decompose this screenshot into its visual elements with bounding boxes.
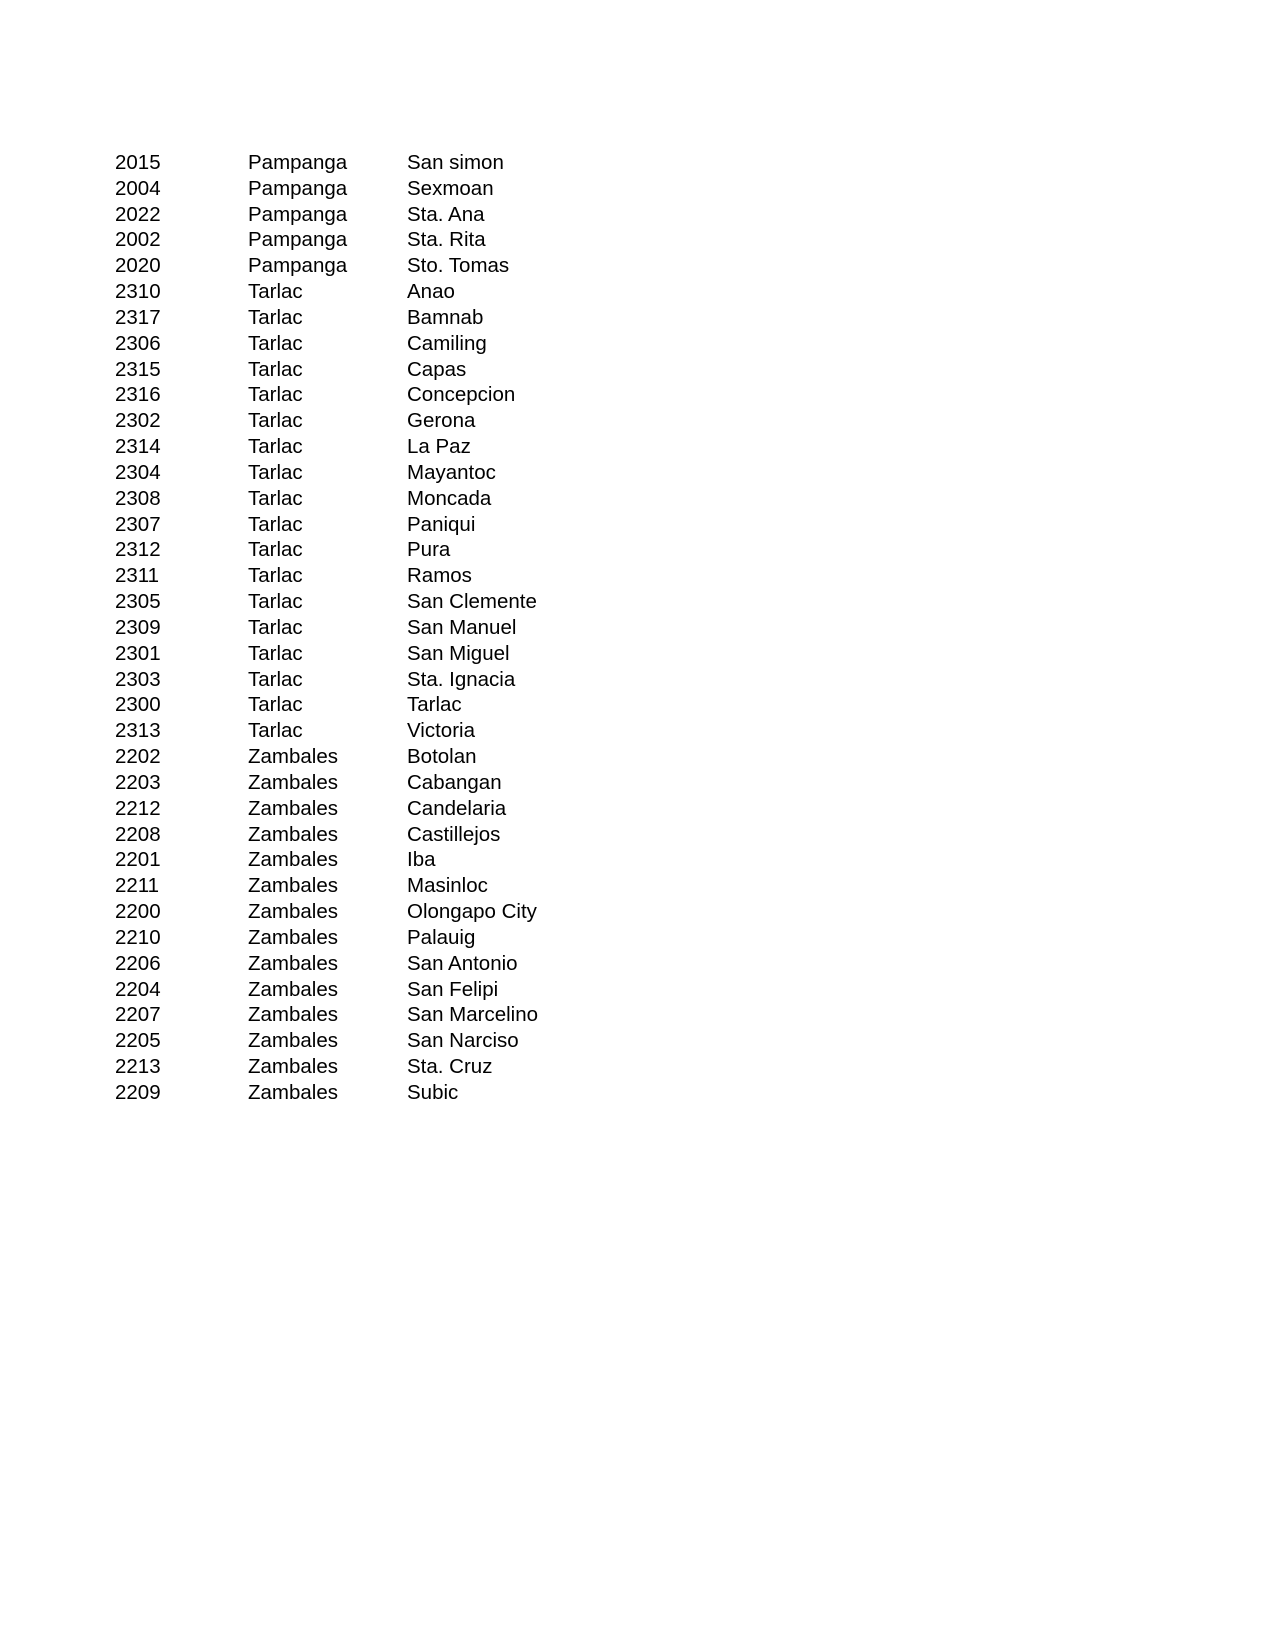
table-row (115, 951, 607, 977)
town-cell: Sta. Rita (407, 228, 486, 252)
table-row (115, 563, 607, 589)
zip-code-cell: 2210 (115, 925, 161, 949)
zip-code-cell: 2313 (115, 719, 161, 743)
town-cell: San Marcelino (407, 1003, 539, 1027)
town-cell: San Felipi (407, 977, 499, 1001)
zip-code-cell: 2316 (115, 383, 161, 407)
town-cell: Cabangan (407, 770, 502, 794)
province-cell: Zambales (248, 874, 339, 898)
table-row (115, 150, 607, 176)
province-cell: Tarlac (248, 305, 303, 329)
town-cell: Palauig (407, 925, 476, 949)
town-cell: San Clemente (407, 590, 537, 614)
zip-code-cell: 2202 (115, 745, 161, 769)
town-cell: Gerona (407, 409, 476, 433)
table-row (115, 537, 607, 563)
table-row (115, 873, 607, 899)
town-cell: San Antonio (407, 951, 518, 975)
table-row (115, 822, 607, 848)
table-row (115, 357, 607, 383)
town-cell: San Narciso (407, 1029, 519, 1053)
zip-code-cell: 2200 (115, 900, 161, 924)
table-row (115, 253, 607, 279)
province-cell: Tarlac (248, 667, 303, 691)
zip-code-cell: 2015 (115, 151, 161, 174)
zip-code-table (115, 150, 607, 1106)
province-cell: Zambales (248, 925, 339, 949)
town-cell: San simon (407, 151, 504, 174)
town-cell: Sta. Ana (407, 202, 485, 226)
province-cell: Zambales (248, 1003, 339, 1027)
table-row (115, 227, 607, 253)
province-cell: Pampanga (248, 176, 348, 200)
province-cell: Pampanga (248, 151, 348, 174)
town-cell: Moncada (407, 486, 492, 510)
table-row (115, 589, 607, 615)
zip-code-cell: 2303 (115, 667, 161, 691)
town-cell: San Manuel (407, 615, 517, 639)
table-row (115, 847, 607, 873)
table-row (115, 331, 607, 357)
table-row (115, 770, 607, 796)
town-cell: Olongapo City (407, 900, 537, 924)
zip-code-cell: 2201 (115, 848, 161, 872)
town-cell: Camiling (407, 331, 487, 355)
table-row (115, 796, 607, 822)
province-cell: Tarlac (248, 538, 303, 562)
province-cell: Tarlac (248, 460, 303, 484)
zip-code-cell: 2212 (115, 796, 161, 820)
town-cell: Ramos (407, 564, 472, 588)
town-cell: Castillejos (407, 822, 501, 846)
zip-code-cell: 2211 (115, 874, 160, 898)
province-cell: Zambales (248, 822, 339, 846)
zip-code-cell: 2020 (115, 254, 161, 278)
table-row (115, 641, 607, 667)
zip-code-cell: 2307 (115, 512, 161, 536)
province-cell: Tarlac (248, 564, 303, 588)
town-cell: Pura (407, 538, 451, 562)
province-cell: Tarlac (248, 435, 303, 459)
zip-code-cell: 2022 (115, 202, 161, 226)
zip-code-cell: 2309 (115, 615, 161, 639)
table-row (115, 718, 607, 744)
zip-code-cell: 2317 (115, 305, 161, 329)
province-cell: Pampanga (248, 228, 348, 252)
table-row (115, 202, 607, 228)
zip-code-cell: 2314 (115, 435, 161, 459)
zip-code-cell: 2302 (115, 409, 161, 433)
zip-code-cell: 2305 (115, 590, 161, 614)
zip-code-cell: 2213 (115, 1054, 161, 1078)
province-cell: Tarlac (248, 693, 303, 717)
town-cell: Bamnab (407, 305, 484, 329)
province-cell: Zambales (248, 770, 339, 794)
province-cell: Tarlac (248, 615, 303, 639)
province-cell: Tarlac (248, 719, 303, 743)
town-cell: San Miguel (407, 641, 510, 665)
table-row (115, 279, 607, 305)
zip-code-cell: 2209 (115, 1080, 161, 1104)
table-row (115, 1080, 607, 1106)
table-row (115, 434, 607, 460)
town-cell: La Paz (407, 435, 471, 459)
zip-code-cell: 2301 (115, 641, 161, 665)
table-row (115, 925, 607, 951)
zip-code-cell: 2310 (115, 280, 161, 304)
zip-code-cell: 2004 (115, 176, 161, 200)
province-cell: Zambales (248, 951, 339, 975)
province-cell: Zambales (248, 745, 339, 769)
province-cell: Zambales (248, 1054, 339, 1078)
table-row (115, 1028, 607, 1054)
table-row (115, 1054, 607, 1080)
table-row (115, 176, 607, 202)
town-cell: Botolan (407, 745, 477, 769)
zip-code-cell: 2203 (115, 770, 161, 794)
zip-code-cell: 2311 (115, 564, 160, 588)
province-cell: Zambales (248, 1080, 339, 1104)
table-row (115, 512, 607, 538)
town-cell: Concepcion (407, 383, 516, 407)
zip-code-cell: 2304 (115, 460, 161, 484)
zip-code-cell: 2306 (115, 331, 161, 355)
province-cell: Tarlac (248, 641, 303, 665)
town-cell: Sta. Cruz (407, 1054, 493, 1078)
table-row (115, 899, 607, 925)
town-cell: Tarlac (407, 693, 462, 717)
table-row (115, 486, 607, 512)
zip-code-cell: 2208 (115, 822, 161, 846)
table-row (115, 305, 607, 331)
province-cell: Pampanga (248, 254, 348, 278)
town-cell: Paniqui (407, 512, 476, 536)
zip-code-cell: 2002 (115, 228, 161, 252)
town-cell: Victoria (407, 719, 475, 743)
zip-code-rows (115, 150, 607, 1106)
town-cell: Sto. Tomas (407, 254, 510, 278)
table-row (115, 460, 607, 486)
province-cell: Zambales (248, 796, 339, 820)
town-cell: Sexmoan (407, 176, 494, 200)
town-cell: Iba (407, 848, 436, 872)
town-cell: Masinloc (407, 874, 488, 898)
town-cell: Mayantoc (407, 460, 496, 484)
town-cell: Anao (407, 280, 455, 304)
province-cell: Tarlac (248, 486, 303, 510)
zip-code-cell: 2205 (115, 1029, 161, 1053)
province-cell: Tarlac (248, 383, 303, 407)
province-cell: Tarlac (248, 590, 303, 614)
table-row (115, 977, 607, 1003)
town-cell: Subic (407, 1080, 459, 1104)
zip-code-cell: 2206 (115, 951, 161, 975)
province-cell: Tarlac (248, 280, 303, 304)
province-cell: Tarlac (248, 357, 303, 381)
table-row (115, 1002, 607, 1028)
table-row (115, 615, 607, 641)
table-row (115, 667, 607, 693)
province-cell: Pampanga (248, 202, 348, 226)
zip-code-cell: 2300 (115, 693, 161, 717)
zip-code-cell: 2308 (115, 486, 161, 510)
province-cell: Tarlac (248, 331, 303, 355)
zip-code-cell: 2315 (115, 357, 161, 381)
table-row (115, 744, 607, 770)
province-cell: Zambales (248, 977, 339, 1001)
province-cell: Zambales (248, 848, 339, 872)
town-cell: Sta. Ignacia (407, 667, 516, 691)
town-cell: Capas (407, 357, 467, 381)
province-cell: Tarlac (248, 512, 303, 536)
town-cell: Candelaria (407, 796, 507, 820)
zip-code-cell: 2207 (115, 1003, 161, 1027)
zip-code-cell: 2312 (115, 538, 161, 562)
table-row (115, 382, 607, 408)
table-row (115, 692, 607, 718)
province-cell: Zambales (248, 1029, 339, 1053)
zip-code-cell: 2204 (115, 977, 161, 1001)
table-row (115, 408, 607, 434)
province-cell: Zambales (248, 900, 339, 924)
province-cell: Tarlac (248, 409, 303, 433)
